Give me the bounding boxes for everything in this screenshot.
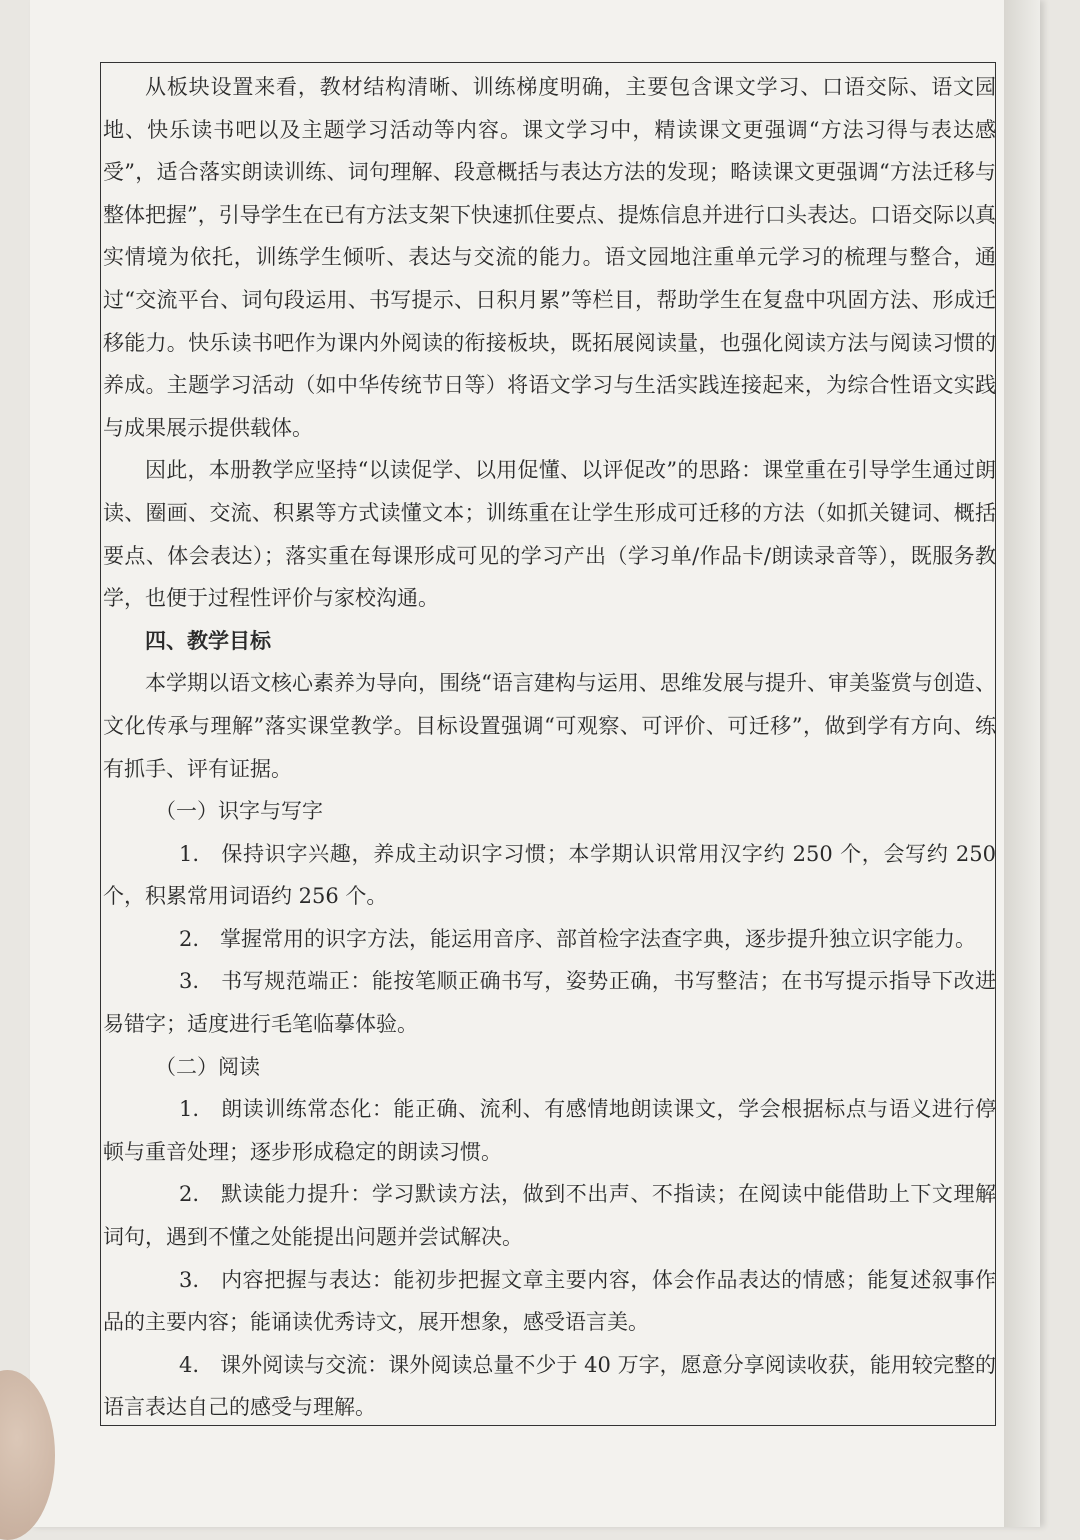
list-item: 1. 朗读训练常态化：能正确、流利、有感情地朗读课文，学会根据标点与语义进行停顿与重音处理；逐步形成稳定的朗读习惯。 [103,1097,996,1164]
subheading-reading: （二）阅读 [155,1054,260,1079]
list-item: 3. 书写规范端正：能按笔顺正确书写，姿势正确，书写整洁；在书写提示指导下改进易错字；适度进行毛笔临摹体验。 [103,969,996,1037]
section-heading-goals: 四、教学目标 [145,627,271,653]
list-item: 4. 课外阅读与交流：课外阅读总量不少于 40 万字，愿意分享阅读收获，能用较完整的语言表达自己的感受与理解。 [103,1352,996,1420]
paragraph-structure: 从板块设置来看，教材结构清晰、训练梯度明确，主要包含课文学习、口语交际、语文园地、快乐读书吧以及主题学习活动等内容。课文学习中，精读课文更强调“方法习得与表达感受”，适合落实朗读训练、词句理解、段意概括与表达方法的发现；略读课文更强调“方法迁移与整体把握”，引导学生在已有方法支架下快速抓住要点、提炼信息并进行口头表达。口语交际以真实情境为依托，训练学生倾听、表达与交流的能力。语文园地注重单元学习的梳理与整合，通过“交流平台、词句段运用、书写提示、日积月累”等栏目，帮助学生在复盘中巩固方法、形成迁移能力。快乐读书吧作为课内外阅读的衔接板块，既拓展阅读量，也强化阅读方法与阅读习惯的养成。主题学习活动（如中华传统节日等）将语文学习与生活实践连接起来，为综合性语文实践与成果展示提供载体。 [103,75,996,440]
page-edge [1004,0,1040,1527]
list-item: 1. 保持识字兴趣，养成主动识字习惯；本学期认识常用汉字约 250 个，会写约 250 个，积累常用词语约 256 个。 [103,841,996,909]
paragraph-goals-intro: 本学期以语文核心素养为导向，围绕“语言建构与运用、思维发展与提升、审美鉴赏与创造、文化传承与理解”落实课堂教学。目标设置强调“可观察、可评价、可迁移”，做到学有方向、练有抓手、评有证据。 [103,671,996,781]
list-item: 2. 掌握常用的识字方法，能运用音序、部首检字法查字典，逐步提升独立识字能力。 [179,926,977,951]
list-item: 2. 默读能力提升：学习默读方法，做到不出声、不指读；在阅读中能借助上下文理解词句，遇到不懂之处能提出问题并尝试解决。 [103,1182,996,1250]
document-body [103,66,996,1429]
subheading-literacy: （一）识字与写字 [155,799,323,824]
list-item: 3. 内容把握与表达：能初步把握文章主要内容，体会作品表达的情感；能复述叙事作品的主要内容；能诵读优秀诗文，展开想象，感受语言美。 [103,1267,996,1335]
paragraph-approach: 因此，本册教学应坚持“以读促学、以用促懂、以评促改”的思路：课堂重在引导学生通过朗读、圈画、交流、积累等方式读懂文本；训练重在让学生形成可迁移的方法（如抓关键词、概括要点、体会表达）；落实重在每课形成可见的学习产出（学习单/作品卡/朗读录音等），既服务教学，也便于过程性评价与家校沟通。 [103,458,996,611]
